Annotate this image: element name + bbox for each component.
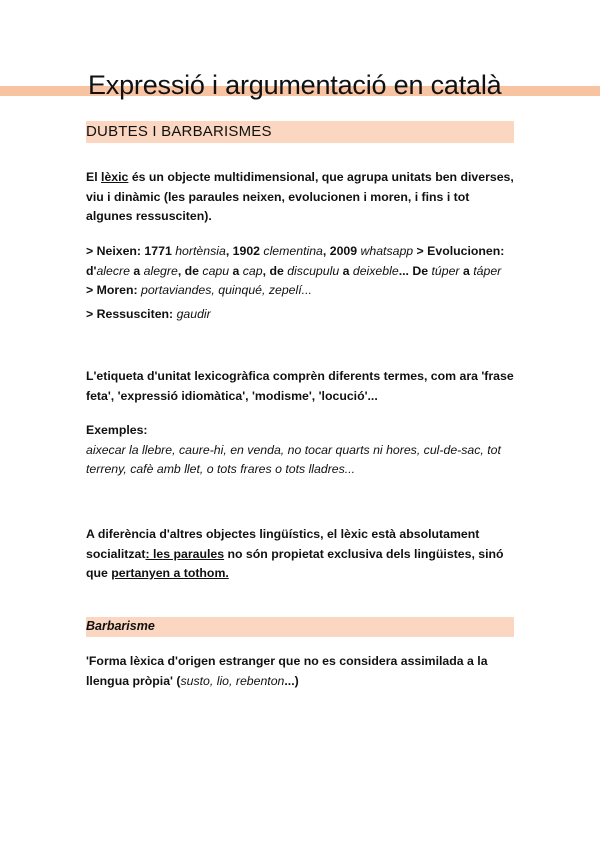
word: whatsapp [360, 244, 414, 258]
intro-pre: El [86, 170, 102, 184]
diferencia-underline-1: : les paraules [145, 546, 225, 561]
intro-post: és un objecte multidimensional, que agrupa unitats ben diverses, viu i dinàmic (les paraules neixen, evolucionen i moren, i fins i tot algunes ressusciten). [86, 170, 514, 223]
word: clementina [263, 244, 323, 258]
exemples-text: aixecar la llebre, caure-hi, en venda, no tocar quarts ni hores, cul-de-sac, tot terreny, cafè amb llet, o tots frares o tots lladres... [86, 442, 501, 476]
diferencia-paragraph [86, 525, 516, 584]
sep: , 1902 [225, 244, 264, 258]
word: deixeble [352, 263, 399, 278]
diferencia-underline-2: pertanyen a tothom. [111, 566, 229, 580]
word: túper [431, 263, 460, 278]
ressusciten-words: gaudir [176, 307, 211, 321]
ressusciten-label: > Ressusciten: [86, 307, 177, 321]
sep: a [459, 263, 474, 278]
sep: > Evolucionen: d' [86, 244, 505, 278]
definicio-pre: 'Forma lèxica d'origen estranger que no es considera assimilada a la llengua pròpia' ( [86, 654, 488, 688]
sep: , de [262, 263, 288, 278]
etiqueta-text: L'etiqueta d'unitat lexicogràfica comprèn diferents termes, com ara 'frase feta', 'expressió idiomàtica', 'modisme', 'locució'... [86, 369, 514, 403]
sep: , 2009 [322, 244, 361, 258]
sep: a [229, 263, 243, 278]
section-heading-bar [86, 121, 514, 143]
word: capu [202, 263, 230, 278]
word: alegre [143, 263, 178, 278]
neixen-paragraph [86, 242, 516, 301]
word: táper [473, 263, 502, 278]
section-heading-dubtes: DUBTES I BARBARISMES [86, 123, 272, 140]
sep: a [339, 263, 353, 278]
exemples-label: Exemples: [86, 423, 148, 437]
intro-term: lèxic [101, 170, 129, 184]
word: hortènsia [175, 244, 226, 258]
diferencia-pre: A diferència d'altres objectes lingüístics, el lèxic està absolutament socialitzat [86, 527, 480, 561]
diferencia-mid: no són propietat exclusiva dels lingüistes, sinó que [86, 546, 504, 580]
document-title: Expressió i argumentació en català [88, 70, 502, 100]
exemples-paragraph [86, 421, 516, 480]
definicio-examples: susto, lio, rebenton [180, 673, 285, 688]
moren-words: portaviandes, quinqué, zepelí... [141, 283, 312, 297]
section-heading-barbarisme: Barbarisme [86, 619, 155, 633]
sep: ... De [398, 263, 432, 278]
moren-label: > Moren: [86, 283, 141, 297]
definicio-paragraph [86, 652, 516, 691]
word: discupulu [287, 263, 340, 278]
section-heading-bar [86, 617, 514, 637]
sep: , de [177, 263, 203, 278]
definicio-post: ...) [284, 673, 299, 688]
word: alecre [96, 263, 130, 278]
word: cap [242, 263, 263, 278]
neixen-label: > Neixen: 1771 [86, 244, 176, 258]
sep: a [129, 263, 144, 278]
etiqueta-paragraph [86, 367, 516, 406]
ressusciten-paragraph [86, 305, 516, 325]
intro-paragraph [86, 168, 516, 227]
